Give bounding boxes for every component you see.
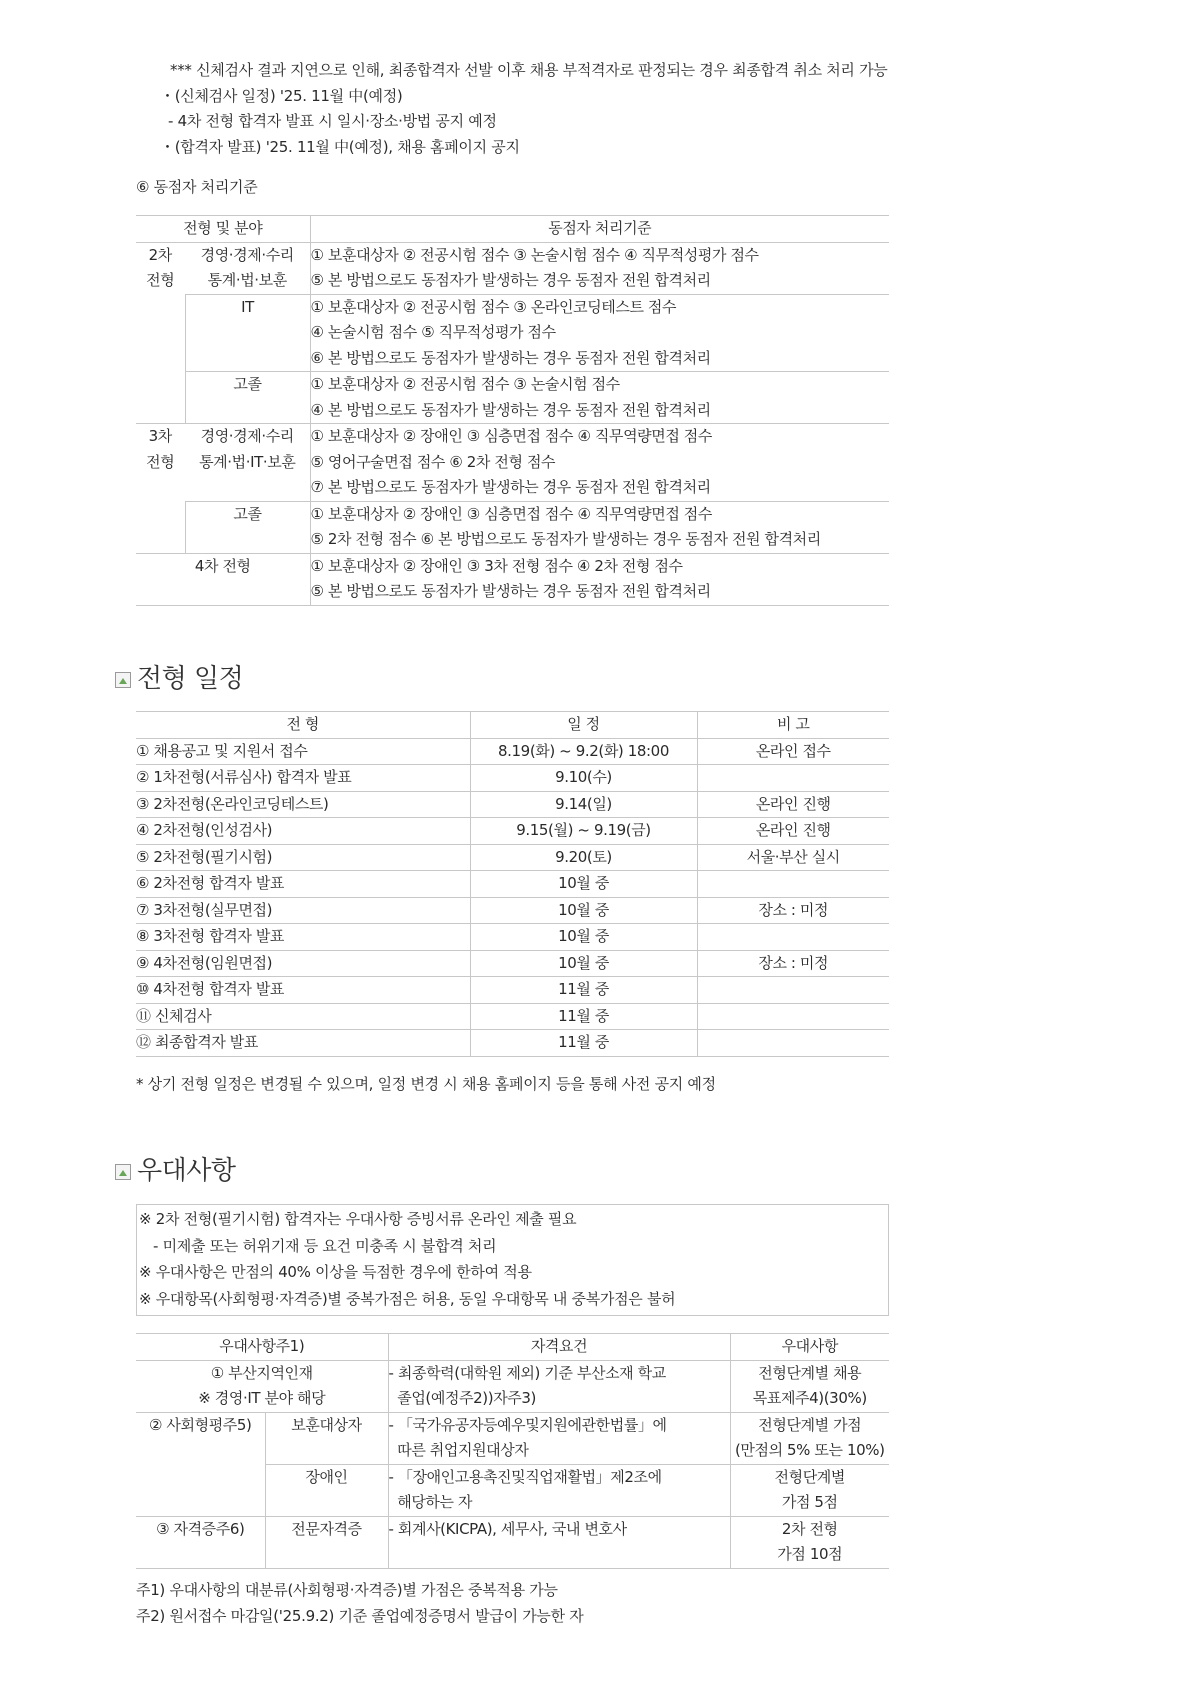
note-cell: 온라인 진행 <box>697 791 889 818</box>
date-cell: 9.20(토) <box>470 844 697 871</box>
table-row <box>136 372 889 424</box>
table-row <box>136 818 889 845</box>
field-cell: 경영·경제·수리 통계·법·IT·보훈 <box>185 424 310 502</box>
preference-table <box>136 1333 889 1569</box>
field-cell: 경영·경제·수리 통계·법·보훈 <box>185 242 310 294</box>
table-row <box>136 553 889 605</box>
criteria-cell: ① 보훈대상자 ② 전공시험 점수 ③ 논술시험 점수 ④ 본 방법으로도 동점자가 발생하는 경우 동점자 전원 합격처리 <box>310 372 889 424</box>
table-row <box>136 424 889 502</box>
stage-cell: ⑩ 4차전형 합격자 발표 <box>136 977 470 1004</box>
preference-footnote: 주1) 우대사항의 대분류(사회형평·자격증)별 가점은 중복적용 가능 <box>136 1581 558 1599</box>
requirement-cell: - 회계사(KICPA), 세무사, 국내 변호사 <box>388 1516 730 1568</box>
table-row <box>136 501 889 553</box>
requirement-cell: - 「장애인고용촉진및직업재활법」제2조에 해당하는 자 <box>388 1464 730 1516</box>
preference-sub-cell: 보훈대상자 <box>265 1412 388 1464</box>
header-cell: 우대사항주1) <box>136 1334 388 1361</box>
schedule-footnote: * 상기 전형 일정은 변경될 수 있으며, 일정 변경 시 채용 홈페이지 등을 통해 사전 공지 예정 <box>136 1075 716 1093</box>
criteria-cell: ① 보훈대상자 ② 장애인 ③ 심층면접 점수 ④ 직무역량면접 점수 ⑤ 영어구술면접 점수 ⑥ 2차 전형 점수 ⑦ 본 방법으로도 동점자가 발생하는 경우 동점자 전원 합격처리 <box>310 424 889 502</box>
field-cell: 고졸 <box>185 372 310 424</box>
requirement-cell: - 「국가유공자등예우및지원에관한법률」에 따른 취업지원대상자 <box>388 1412 730 1464</box>
preference-section-title: 우대사항 <box>115 1155 235 1187</box>
benefit-cell: 전형단계별 가점 5점 <box>730 1464 889 1516</box>
date-cell: 11월 중 <box>470 977 697 1004</box>
field-cell: IT <box>185 294 310 372</box>
preference-footnote: 주2) 원서접수 마감일('25.9.2) 기준 졸업예정증명서 발급이 가능한 자 <box>136 1607 584 1625</box>
table-row <box>136 1003 889 1030</box>
header-cell: 전형 및 분야 <box>136 216 310 243</box>
stage-cell: 2차 전형 <box>136 242 185 424</box>
tie-break-table <box>136 215 889 606</box>
header-cell: 우대사항 <box>730 1334 889 1361</box>
broken-image-icon <box>115 672 131 688</box>
note-cell: 서울·부산 실시 <box>697 844 889 871</box>
table-header-row <box>136 712 889 739</box>
broken-image-icon <box>115 1164 131 1180</box>
table-row <box>136 1360 889 1412</box>
stage-cell: 4차 전형 <box>136 553 310 605</box>
result-announcement: ・(합격자 발표) '25. 11월 中(예정), 채용 홈페이지 공지 <box>160 138 520 156</box>
note-cell: 온라인 진행 <box>697 818 889 845</box>
table-row <box>136 950 889 977</box>
note-cell: 장소 : 미정 <box>697 950 889 977</box>
preference-name-cell: ① 부산지역인재 ※ 경영·IT 분야 해당 <box>136 1360 388 1412</box>
criteria-cell: ① 보훈대상자 ② 전공시험 점수 ③ 온라인코딩테스트 점수 ④ 논술시험 점수 ⑤ 직무적성평가 점수 ⑥ 본 방법으로도 동점자가 발생하는 경우 동점자 전원 합격처리 <box>310 294 889 372</box>
preference-note: ※ 2차 전형(필기시험) 합격자는 우대사항 증빙서류 온라인 제출 필요 <box>139 1210 577 1228</box>
note-cell <box>697 765 889 792</box>
criteria-cell: ① 보훈대상자 ② 장애인 ③ 3차 전형 점수 ④ 2차 전형 점수 ⑤ 본 방법으로도 동점자가 발생하는 경우 동점자 전원 합격처리 <box>310 553 889 605</box>
date-cell: 10월 중 <box>470 897 697 924</box>
stage-cell: ⑤ 2차전형(필기시험) <box>136 844 470 871</box>
date-cell: 10월 중 <box>470 924 697 951</box>
preference-note-box <box>136 1204 889 1316</box>
schedule-table <box>136 711 889 1057</box>
stage-cell: ⑧ 3차전형 합격자 발표 <box>136 924 470 951</box>
preference-sub-cell: 전문자격증 <box>265 1516 388 1568</box>
table-row <box>136 294 889 372</box>
stage-cell: ⑨ 4차전형(임원면접) <box>136 950 470 977</box>
date-cell: 9.15(월) ~ 9.19(금) <box>470 818 697 845</box>
date-cell: 10월 중 <box>470 871 697 898</box>
header-cell: 일 정 <box>470 712 697 739</box>
table-row <box>136 738 889 765</box>
date-cell: 11월 중 <box>470 1003 697 1030</box>
benefit-cell: 전형단계별 가점 (만점의 5% 또는 10%) <box>730 1412 889 1464</box>
stage-cell: ⑦ 3차전형(실무면접) <box>136 897 470 924</box>
benefit-cell: 전형단계별 채용 목표제주4)(30%) <box>730 1360 889 1412</box>
note-cell <box>697 924 889 951</box>
note-cell <box>697 1030 889 1057</box>
date-cell: 10월 중 <box>470 950 697 977</box>
stage-cell: ① 채용공고 및 지원서 접수 <box>136 738 470 765</box>
table-row <box>136 924 889 951</box>
tie-heading: ⑥ 동점자 처리기준 <box>136 178 258 196</box>
schedule-section-title: 전형 일정 <box>115 663 243 695</box>
criteria-cell: ① 보훈대상자 ② 전공시험 점수 ③ 논술시험 점수 ④ 직무적성평가 점수 ⑤ 본 방법으로도 동점자가 발생하는 경우 동점자 전원 합격처리 <box>310 242 889 294</box>
preference-note: ※ 우대사항은 만점의 40% 이상을 득점한 경우에 한하여 적용 <box>139 1263 532 1281</box>
date-cell: 9.10(수) <box>470 765 697 792</box>
table-row <box>136 897 889 924</box>
stage-cell: ② 1차전형(서류심사) 합격자 발표 <box>136 765 470 792</box>
note-cell: 장소 : 미정 <box>697 897 889 924</box>
criteria-cell: ① 보훈대상자 ② 장애인 ③ 심층면접 점수 ④ 직무역량면접 점수 ⑤ 2차 전형 점수 ⑥ 본 방법으로도 동점자가 발생하는 경우 동점자 전원 합격처리 <box>310 501 889 553</box>
header-cell: 자격요건 <box>388 1334 730 1361</box>
table-row <box>136 977 889 1004</box>
table-row <box>136 791 889 818</box>
note-physical-cancel: *** 신체검사 결과 지연으로 인해, 최종합격자 선발 이후 채용 부적격자로 판정되는 경우 최종합격 취소 처리 가능 <box>170 61 888 79</box>
header-cell: 동점자 처리기준 <box>310 216 889 243</box>
stage-cell: ⑪ 신체검사 <box>136 1003 470 1030</box>
note-cell: 온라인 접수 <box>697 738 889 765</box>
note-cell <box>697 1003 889 1030</box>
table-row <box>136 844 889 871</box>
field-cell: 고졸 <box>185 501 310 553</box>
physical-exam-sub: - 4차 전형 합격자 발표 시 일시·장소·방법 공지 예정 <box>168 112 497 130</box>
table-header-row <box>136 1334 889 1361</box>
requirement-cell: - 최종학력(대학원 제외) 기준 부산소재 학교 졸업(예정주2))자주3) <box>388 1360 730 1412</box>
table-header-row <box>136 216 889 243</box>
table-row <box>136 242 889 294</box>
stage-cell: ③ 2차전형(온라인코딩테스트) <box>136 791 470 818</box>
preference-note: - 미제출 또는 허위기재 등 요건 미충족 시 불합격 처리 <box>153 1237 497 1255</box>
table-row <box>136 1412 889 1464</box>
stage-cell: 3차 전형 <box>136 424 185 554</box>
table-row <box>136 1030 889 1057</box>
note-cell <box>697 871 889 898</box>
preference-sub-cell: 장애인 <box>265 1464 388 1516</box>
preference-note: ※ 우대항목(사회형평·자격증)별 중복가점은 허용, 동일 우대항목 내 중복가점은 불허 <box>139 1290 676 1308</box>
stage-cell: ④ 2차전형(인성검사) <box>136 818 470 845</box>
date-cell: 9.14(일) <box>470 791 697 818</box>
table-row <box>136 1516 889 1568</box>
stage-cell: ⑫ 최종합격자 발표 <box>136 1030 470 1057</box>
note-cell <box>697 977 889 1004</box>
preference-name-cell: ② 사회형평주5) <box>136 1412 265 1516</box>
benefit-cell: 2차 전형 가점 10점 <box>730 1516 889 1568</box>
stage-cell: ⑥ 2차전형 합격자 발표 <box>136 871 470 898</box>
date-cell: 11월 중 <box>470 1030 697 1057</box>
preference-name-cell: ③ 자격증주6) <box>136 1516 265 1568</box>
physical-exam-schedule: ・(신체검사 일정) '25. 11월 中(예정) <box>160 87 403 105</box>
table-row <box>136 765 889 792</box>
header-cell: 비 고 <box>697 712 889 739</box>
header-cell: 전 형 <box>136 712 470 739</box>
date-cell: 8.19(화) ~ 9.2(화) 18:00 <box>470 738 697 765</box>
table-row <box>136 871 889 898</box>
